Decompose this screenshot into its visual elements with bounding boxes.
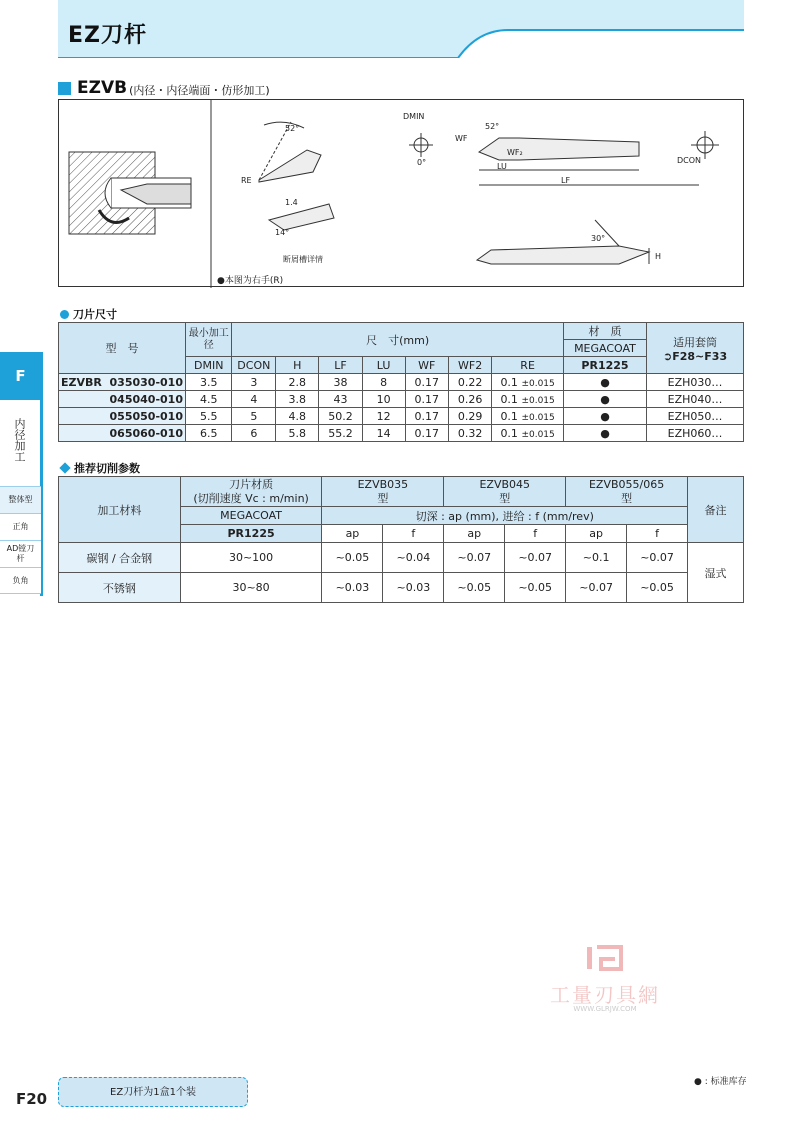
cell-stock: ● xyxy=(563,374,646,391)
tool-drawing xyxy=(58,99,744,287)
cell-sleeve: EZH060… xyxy=(647,425,744,442)
cell-vc: 30~100 xyxy=(180,543,322,573)
label-lu: LU xyxy=(497,162,507,171)
cell-value: ~0.04 xyxy=(383,543,444,573)
sidebar-item-positive[interactable]: 正角 xyxy=(0,513,41,540)
cell-value: ~0.05 xyxy=(627,573,688,603)
bullet-diamond-icon xyxy=(59,462,70,473)
cell-lf: 50.2 xyxy=(319,408,362,425)
th-sleeve-label: 适用套筒 xyxy=(673,335,718,349)
cell-value: ~0.07 xyxy=(444,543,505,573)
cell-lu: 8 xyxy=(362,374,405,391)
cell-value: ~0.1 xyxy=(566,543,627,573)
cell-dmin: 3.5 xyxy=(185,374,231,391)
th-f: f xyxy=(505,525,566,543)
cell-re xyxy=(492,425,564,442)
label-wf: WF xyxy=(455,134,468,143)
label-angle-30: 30° xyxy=(591,234,606,243)
th-sleeve xyxy=(647,323,744,374)
th-f: f xyxy=(627,525,688,543)
table-row xyxy=(59,391,744,408)
figure-note: ●本图为右手(R) xyxy=(217,276,284,286)
th-pr1225: PR1225 xyxy=(563,357,646,374)
th-grade xyxy=(180,477,322,507)
tool-drawing-svg xyxy=(59,100,745,288)
model-code: 065060-010 xyxy=(59,425,186,442)
sidebar-item-solid[interactable]: 整体型 xyxy=(0,486,41,513)
cell-wf: 0.17 xyxy=(405,408,448,425)
cell-value: ~0.05 xyxy=(322,543,383,573)
table-row xyxy=(59,573,744,603)
cell-wf2: 0.26 xyxy=(448,391,491,408)
model-code: 045040-010 xyxy=(59,391,186,408)
th-ezvb055-label: EZVB055/065 xyxy=(588,477,665,491)
model-code: 035030-010 xyxy=(109,375,183,389)
label-angle-0: 0° xyxy=(417,158,427,167)
re-tolerance: ±0.015 xyxy=(521,378,555,389)
section-code: EZVB xyxy=(77,78,128,98)
th-size: 尺 寸(mm) xyxy=(232,323,563,357)
re-value: 0.1 xyxy=(500,375,518,389)
dimensions-table xyxy=(58,322,744,442)
bullet-dot-icon xyxy=(60,310,69,319)
th-ezvb045-label: EZVB045 xyxy=(479,477,531,491)
cell-h: 3.8 xyxy=(276,391,319,408)
cell-wf2: 0.32 xyxy=(448,425,491,442)
cell-wf: 0.17 xyxy=(405,425,448,442)
cell-value: ~0.05 xyxy=(444,573,505,603)
sidebar-section-letter[interactable]: F xyxy=(0,352,41,400)
cell-dmin: 6.5 xyxy=(185,425,231,442)
cell-lf: 55.2 xyxy=(319,425,362,442)
th-dmin: DMIN xyxy=(185,357,231,374)
re-tolerance: ±0.015 xyxy=(521,395,555,406)
th-grade-label: 刀片材质 xyxy=(229,477,274,491)
label-lf: LF xyxy=(561,176,571,185)
model-cell xyxy=(59,374,186,391)
th-ezvb035 xyxy=(322,477,444,507)
model-code: 055050-010 xyxy=(59,408,186,425)
cell-h: 5.8 xyxy=(276,425,319,442)
cell-value: ~0.03 xyxy=(383,573,444,603)
th-type-label: 型 xyxy=(621,491,633,505)
label-angle-14: 14° xyxy=(275,228,290,237)
cell-value: ~0.05 xyxy=(505,573,566,603)
th-type-label: 型 xyxy=(377,491,389,505)
label-re: RE xyxy=(241,176,252,185)
cut-title: 推荐切削参数 xyxy=(60,460,140,476)
table-row xyxy=(59,425,744,442)
sidebar-nav xyxy=(0,486,41,594)
th-material: 材 质 xyxy=(563,323,646,340)
re-tolerance: ±0.015 xyxy=(521,412,555,423)
re-value: 0.1 xyxy=(500,392,518,406)
page-number: F20 xyxy=(16,1090,48,1108)
packaging-note: EZ刀杆为1盒1个装 xyxy=(58,1077,248,1107)
cell-h: 4.8 xyxy=(276,408,319,425)
cell-wf: 0.17 xyxy=(405,391,448,408)
label-dcon: DCON xyxy=(677,156,702,165)
table-row xyxy=(59,408,744,425)
th-dcon: DCON xyxy=(232,357,276,374)
cell-dcon: 6 xyxy=(232,425,276,442)
th-pr1225: PR1225 xyxy=(180,525,322,543)
label-dmin: DMIN xyxy=(403,112,425,121)
label-groove-detail: 断屑槽详情 xyxy=(283,255,323,264)
cell-dmin: 5.5 xyxy=(185,408,231,425)
cell-dcon: 4 xyxy=(232,391,276,408)
series-label: EZVBR xyxy=(61,375,102,389)
cell-sleeve: EZH040… xyxy=(647,391,744,408)
th-ap: ap xyxy=(444,525,505,543)
watermark xyxy=(535,945,675,1015)
re-value: 0.1 xyxy=(500,409,518,423)
cell-value: ~0.07 xyxy=(627,543,688,573)
th-ap: ap xyxy=(566,525,627,543)
cell-lu: 12 xyxy=(362,408,405,425)
cell-remark: 湿式 xyxy=(688,543,744,603)
watermark-url: WWW.GLRJW.COM xyxy=(573,1005,637,1013)
th-re: RE xyxy=(492,357,564,374)
cell-value: ~0.03 xyxy=(322,573,383,603)
watermark-brand: 工量刃具網 xyxy=(550,983,660,1007)
th-lf: LF xyxy=(319,357,362,374)
label-h: H xyxy=(655,252,662,261)
th-sleeve-ref[interactable]: ➲F28~F33 xyxy=(663,349,728,363)
th-megacoat: MEGACOAT xyxy=(563,340,646,357)
label-wf2: WF₂ xyxy=(507,148,523,157)
table-row xyxy=(59,374,744,391)
cell-lu: 10 xyxy=(362,391,405,408)
cell-value: ~0.07 xyxy=(505,543,566,573)
cell-dcon: 3 xyxy=(232,374,276,391)
th-depth-feed: 切深 : ap (mm), 进给 : f (mm/rev) xyxy=(322,507,688,525)
re-tolerance: ±0.015 xyxy=(521,429,555,440)
header-banner xyxy=(58,0,744,58)
re-value: 0.1 xyxy=(500,426,518,440)
cell-re xyxy=(492,408,564,425)
th-wf: WF xyxy=(405,357,448,374)
th-lu: LU xyxy=(362,357,405,374)
label-dim-1-4: 1.4 xyxy=(285,198,298,207)
section-square-icon xyxy=(58,82,71,95)
cell-wf2: 0.22 xyxy=(448,374,491,391)
th-ezvb055 xyxy=(566,477,688,507)
cell-sleeve: EZH050… xyxy=(647,408,744,425)
table-row xyxy=(59,543,744,573)
cell-lu: 14 xyxy=(362,425,405,442)
cell-wf: 0.17 xyxy=(405,374,448,391)
cell-stock: ● xyxy=(563,408,646,425)
label-angle-52-b: 52° xyxy=(485,122,500,131)
cell-h: 2.8 xyxy=(276,374,319,391)
cell-lf: 43 xyxy=(319,391,362,408)
cell-re xyxy=(492,391,564,408)
cell-dmin: 4.5 xyxy=(185,391,231,408)
sidebar-category: 内径加工 xyxy=(13,418,26,462)
th-workpiece: 加工材料 xyxy=(59,477,181,543)
dims-title: 刀片尺寸 xyxy=(60,306,117,322)
cell-vc: 30~80 xyxy=(180,573,322,603)
cell-stock: ● xyxy=(563,425,646,442)
cell-re xyxy=(492,374,564,391)
section-desc: (内径・内径端面・仿形加工) xyxy=(129,83,270,97)
th-model: 型 号 xyxy=(59,323,186,374)
th-ezvb045 xyxy=(444,477,566,507)
cell-material: 碳钢 / 合金钢 xyxy=(59,543,181,573)
th-ezvb035-label: EZVB035 xyxy=(357,477,409,491)
th-remark: 备注 xyxy=(688,477,744,543)
cell-lf: 38 xyxy=(319,374,362,391)
th-min-bore: 最小加工径 xyxy=(185,323,231,357)
sidebar-item-negative[interactable]: 负角 xyxy=(0,567,41,594)
cutting-params-table xyxy=(58,476,744,603)
th-type-label: 型 xyxy=(499,491,511,505)
th-grade-speed: (切削速度 Vc : m/min) xyxy=(193,491,309,505)
cell-wf2: 0.29 xyxy=(448,408,491,425)
cell-value: ~0.07 xyxy=(566,573,627,603)
cell-dcon: 5 xyxy=(232,408,276,425)
cell-material: 不锈钢 xyxy=(59,573,181,603)
page-title: EZ刀杆 xyxy=(68,23,147,48)
th-h: H xyxy=(276,357,319,374)
cell-stock: ● xyxy=(563,391,646,408)
label-angle-52: 52° xyxy=(285,124,300,133)
cell-sleeve: EZH030… xyxy=(647,374,744,391)
th-megacoat: MEGACOAT xyxy=(180,507,322,525)
section-title xyxy=(58,78,270,98)
stock-legend: ● : 标准库存 xyxy=(694,1077,747,1087)
th-ap: ap xyxy=(322,525,383,543)
sidebar-item-ad-bar[interactable]: AD镗刀杆 xyxy=(0,540,41,567)
th-f: f xyxy=(383,525,444,543)
th-wf2: WF2 xyxy=(448,357,491,374)
